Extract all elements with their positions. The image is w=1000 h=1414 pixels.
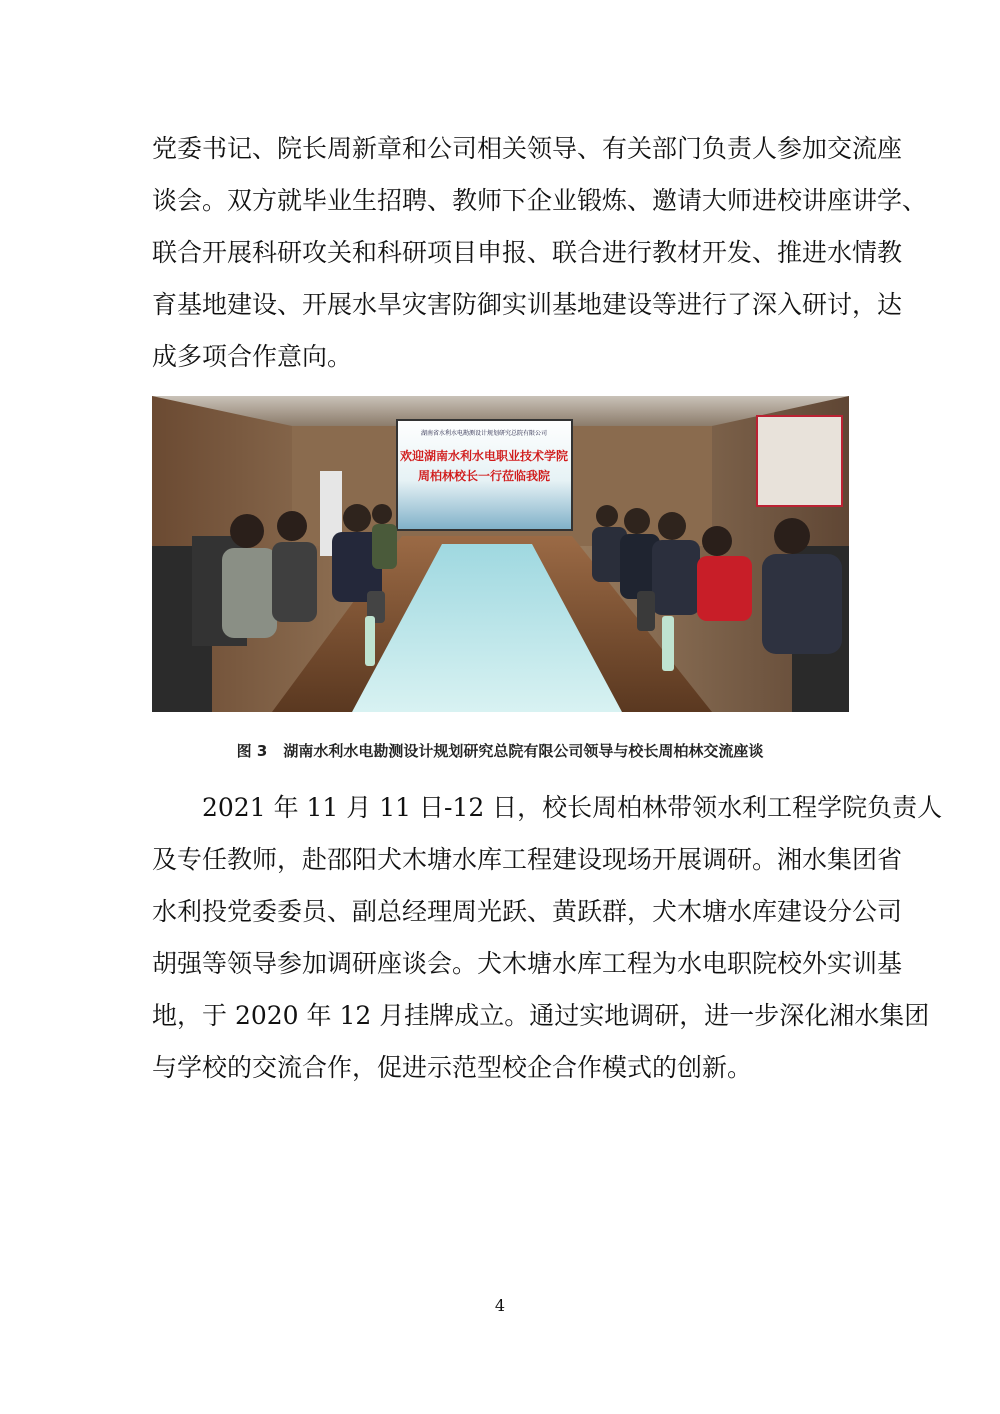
paragraph-line: 联合开展科研攻关和科研项目申报、联合进行教材开发、推进水情教 — [152, 238, 903, 267]
paragraph-line: 与学校的交流合作，促进示范型校企合作模式的创新。 — [152, 1053, 753, 1082]
figure-number: 图 3 — [236, 742, 268, 760]
meeting-photo — [152, 396, 849, 712]
paragraph-line: 2021 年 11 月 11 日-12 日，校长周柏林带领水利工程学院负责人 — [202, 793, 943, 822]
figure-caption-text: 湖南水利水电勘测设计规划研究总院有限公司领导与校长周柏林交流座谈 — [283, 742, 764, 760]
paragraph-line: 及专任教师，赴邵阳犬木塘水库工程建设现场开展调研。湘水集团省 — [152, 845, 903, 874]
paragraph-1 — [152, 123, 928, 383]
page-number: 4 — [494, 1296, 506, 1315]
figure-caption — [0, 740, 1000, 761]
screen-header: 湖南省水利水电勘测设计规划研究总院有限公司 — [420, 430, 548, 437]
paragraph-line: 水利投党委委员、副总经理周光跃、黄跃群，犬木塘水库建设分公司 — [152, 897, 903, 926]
screen-title-line1: 欢迎湖南水利水电职业技术学院 — [399, 449, 569, 463]
paragraph-line: 育基地建设、开展水旱灾害防御实训基地建设等进行了深入研讨，达 — [152, 290, 903, 319]
screen-title-line2: 周柏林校长一行莅临我院 — [417, 469, 551, 483]
paragraph-line: 成多项合作意向。 — [152, 342, 353, 371]
paragraph-line: 党委书记、院长周新章和公司相关领导、有关部门负责人参加交流座 — [152, 134, 903, 163]
paragraph-line: 谈会。双方就毕业生招聘、教师下企业锻炼、邀请大师进校讲座讲学、 — [152, 186, 928, 215]
paragraph-2 — [152, 782, 943, 1094]
paragraph-line: 地，于 2020 年 12 月挂牌成立。通过实地调研，进一步深化湘水集团 — [152, 1001, 930, 1030]
paragraph-line: 胡强等领导参加调研座谈会。犬木塘水库工程为水电职院校外实训基 — [152, 949, 903, 978]
